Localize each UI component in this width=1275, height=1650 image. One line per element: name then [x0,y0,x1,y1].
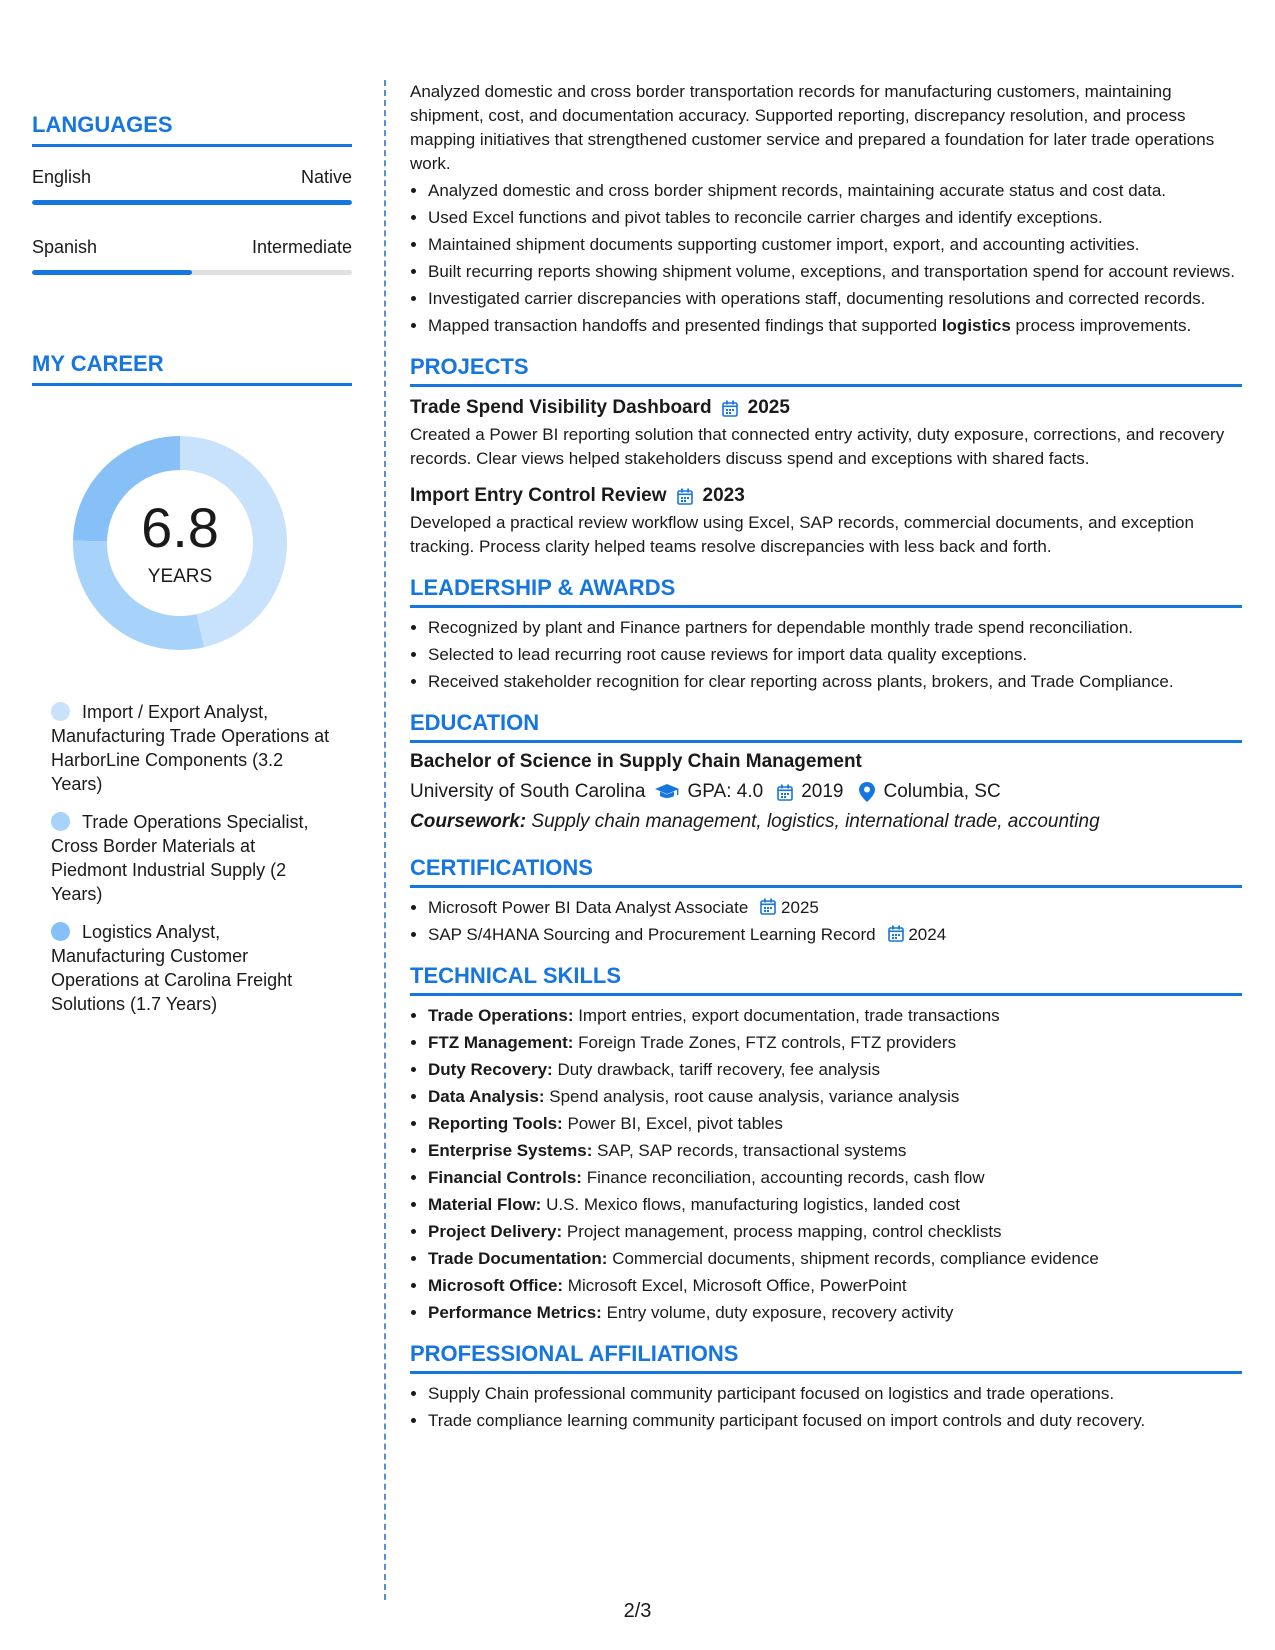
experience-bullet: • Analyzed domestic and cross border shipment records, maintaining accurate status and cost data. [428,179,1242,203]
skill-value: Commercial documents, shipment records, compliance evidence [607,1249,1099,1268]
skill-item [428,1112,1242,1136]
certification-name: Microsoft Power BI Data Analyst Associate [428,898,749,917]
certification-item [428,896,1242,920]
education-location: Columbia, SC [883,781,1001,802]
graduation-cap-icon [654,783,680,801]
language-level: Native [300,167,352,187]
education-coursework [410,811,1242,833]
skill-value: Finance reconciliation, accounting records, cash flow [581,1168,985,1187]
experience-summary: Analyzed domestic and cross border transportation records for manufacturing customers, maintaining shipment, cost, and documentation accuracy. Supported reporting, discrepancy resolution, and process mapping initiatives that strengthened customer service and prepared a foundation for later trade operations work. [410,82,1215,173]
bullet-text: Mapped transaction handoffs and presented findings that supported [428,316,942,335]
leadership-heading: LEADERSHIP & AWARDS [410,575,1242,608]
experience-bullet: • Used Excel functions and pivot tables to reconcile carrier charges and identify exceptions. [428,206,1242,230]
education-school: University of South Carolina [410,781,646,802]
skill-value: Spend analysis, root cause analysis, variance analysis [544,1087,960,1106]
education-year: 2019 [801,781,844,802]
project-title [410,397,1242,419]
calendar-icon [777,784,793,801]
leadership-item: • Received stakeholder recognition for clear reporting across plants, brokers, and Trade Compliance. [428,670,1242,694]
skill-label: Data Analysis: [428,1087,545,1106]
affiliations-list [410,1382,1242,1433]
affiliation-item: • Trade compliance learning community participant focused on import controls and duty recovery. [428,1409,1242,1433]
skill-value: Import entries, export documentation, trade transactions [573,1006,1000,1025]
career-legend-item [51,700,352,796]
calendar-icon [722,400,738,417]
leadership-item: • Recognized by plant and Finance partners for dependable monthly trade spend reconciliation. [428,616,1242,640]
career-role-label: Import / Export Analyst, Manufacturing Trade Operations at HarborLine Components (3.2 Years) [51,702,330,794]
coursework-text: Supply chain management, logistics, international trade, accounting [526,811,1100,832]
bullet-bold-text: logistics [941,316,1011,335]
skill-label: Financial Controls: [428,1168,582,1187]
sidebar [32,60,352,1030]
legend-dot [51,812,70,831]
skill-item [428,1004,1242,1028]
affiliations-heading: PROFESSIONAL AFFILIATIONS [410,1341,1242,1374]
calendar-icon [760,898,776,915]
certification-name: SAP S/4HANA Sourcing and Procurement Learning Record [428,925,876,944]
skill-item [428,1058,1242,1082]
main-content [410,80,1242,1436]
skill-value: Duty drawback, tariff recovery, fee analysis [552,1060,880,1079]
language-item [32,167,352,188]
certification-item [428,923,1242,947]
skill-value: Foreign Trade Zones, FTZ controls, FTZ providers [573,1033,957,1052]
career-legend-item [51,810,352,906]
career-role-label: Trade Operations Specialist, Cross Border Materials at Piedmont Industrial Supply (2 Years) [51,812,309,904]
experience-bullet: • Maintained shipment documents supporting customer import, export, and accounting activities. [428,233,1242,257]
experience-bullet: • Investigated carrier discrepancies with operations staff, documenting resolutions and corrected records. [428,287,1242,311]
skill-item [428,1220,1242,1244]
column-divider [384,80,386,1600]
skill-label: FTZ Management: [428,1033,574,1052]
skill-item [428,1301,1242,1325]
legend-dot [51,702,70,721]
languages-heading: LANGUAGES [32,112,352,147]
education-gpa: GPA: 4.0 [687,781,764,802]
certification-year: 2024 [908,925,947,944]
skill-label: Microsoft Office: [428,1276,564,1295]
skill-item [428,1139,1242,1163]
project-title [410,485,1242,507]
education-degree: Bachelor of Science in Supply Chain Management [410,751,862,772]
experience-bullets [410,179,1242,338]
career-role-label: Logistics Analyst, Manufacturing Customer Operations at Carolina Freight Solutions (1.7 Years) [51,922,293,1014]
project-name: Import Entry Control Review [410,485,667,506]
skill-item [428,1247,1242,1271]
project-year: 2025 [747,397,790,418]
leadership-item: • Selected to lead recurring root cause reviews for import data quality exceptions. [428,643,1242,667]
language-proficiency-fill [32,200,352,205]
experience-bullet: • Built recurring reports showing shipment volume, exceptions, and transportation spend for account reviews. [428,260,1242,284]
map-pin-icon [859,782,875,802]
skill-label: Trade Documentation: [428,1249,608,1268]
language-name: Spanish [32,237,98,257]
career-legend [32,700,352,1016]
languages-section [32,112,352,275]
skill-value: Project management, process mapping, control checklists [562,1222,1002,1241]
career-heading: MY CAREER [32,351,352,386]
skill-label: Material Flow: [428,1195,542,1214]
skills-list [410,1004,1242,1325]
projects-heading: PROJECTS [410,354,1242,387]
project-year: 2023 [702,485,745,506]
education-heading: EDUCATION [410,710,1242,743]
career-legend-item [51,920,352,1016]
calendar-icon [888,925,904,942]
certifications-list [410,896,1242,947]
language-proficiency-bar [32,200,352,205]
legend-dot [51,922,70,941]
project-name: Trade Spend Visibility Dashboard [410,397,712,418]
career-section [32,351,352,1016]
certification-year: 2025 [781,898,819,917]
skill-item [428,1193,1242,1217]
bullet-text: process improvements. [1010,316,1192,335]
language-proficiency-bar [32,270,352,275]
project-description: Created a Power BI reporting solution that connected entry activity, duty exposure, corrections, and recovery records. Clear views helped stakeholders discuss spend and exceptions with shared facts. [410,425,1225,468]
career-donut-chart [67,430,293,656]
skill-label: Enterprise Systems: [428,1141,593,1160]
language-proficiency-fill [32,270,192,275]
page-number: 2/3 [623,1600,652,1622]
skill-value: Entry volume, duty exposure, recovery activity [601,1303,954,1322]
project-description: Developed a practical review workflow using Excel, SAP records, commercial documents, and exception tracking. Process clarity helped teams resolve discrepancies with less back and forth. [410,513,1194,556]
skill-item [428,1085,1242,1109]
certifications-heading: CERTIFICATIONS [410,855,1242,888]
skill-item [428,1274,1242,1298]
skill-label: Trade Operations: [428,1006,574,1025]
language-item [32,237,352,258]
skill-value: Microsoft Excel, Microsoft Office, PowerPoint [563,1276,907,1295]
skill-label: Performance Metrics: [428,1303,602,1322]
skill-value: Power BI, Excel, pivot tables [562,1114,783,1133]
skill-item [428,1031,1242,1055]
career-total-unit: YEARS [147,566,213,587]
skill-label: Reporting Tools: [428,1114,563,1133]
skill-item [428,1166,1242,1190]
career-total-value: 6.8 [141,496,219,559]
language-name: English [32,167,92,187]
coursework-label: Coursework: [410,811,527,832]
calendar-icon [677,488,693,505]
experience-bullet [428,314,1242,338]
skill-value: SAP, SAP records, transactional systems [592,1141,907,1160]
affiliation-item: • Supply Chain professional community participant focused on logistics and trade operations. [428,1382,1242,1406]
skill-label: Duty Recovery: [428,1060,553,1079]
language-level: Intermediate [251,237,352,257]
skill-label: Project Delivery: [428,1222,563,1241]
education-details [410,781,1242,803]
skill-value: U.S. Mexico flows, manufacturing logistics, landed cost [541,1195,960,1214]
leadership-list [410,616,1242,694]
skills-heading: TECHNICAL SKILLS [410,963,1242,996]
